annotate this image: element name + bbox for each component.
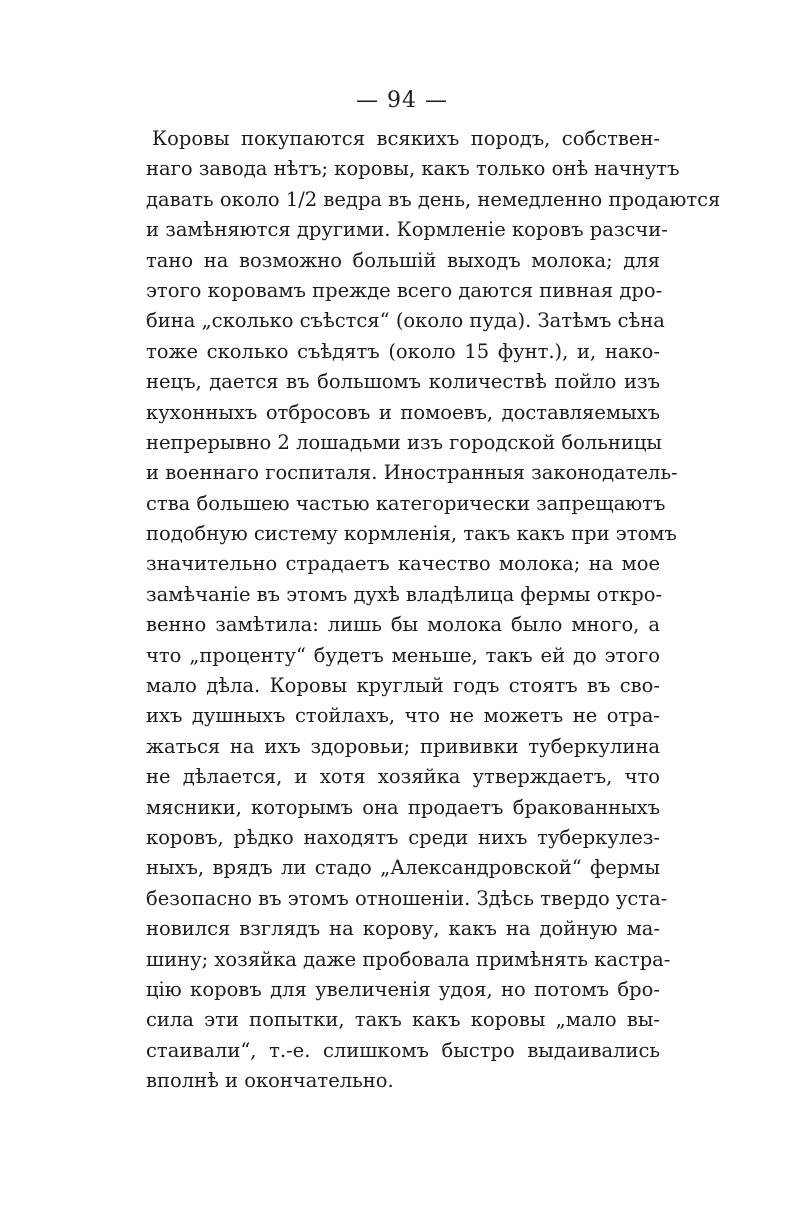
text-line: замѣчаніе въ этомъ духѣ владѣлица фермы откро- bbox=[146, 582, 663, 606]
text-line: и военнаго госпиталя. Иностранныя законодатель- bbox=[146, 461, 678, 485]
text-line: стаивали“, т.-е. слишкомъ быстро выдаивались bbox=[146, 1038, 660, 1062]
text-line: не дѣлается, и хотя хозяйка утверждаетъ, что bbox=[146, 765, 660, 789]
text-line: давать около 1/2 ведра въ день, немедленно продаются bbox=[146, 187, 721, 211]
text-line: что „проценту“ будетъ меньше, такъ ей до этого bbox=[146, 643, 660, 667]
text-line: вполнѣ и окончательно. bbox=[146, 1069, 394, 1093]
text-line: наго завода нѣтъ; коровы, какъ только онѣ начнутъ bbox=[146, 157, 680, 181]
text-line: и замѣняются другими. Кормленіе коровъ разсчи- bbox=[146, 218, 668, 242]
text-line: кухонныхъ отбросовъ и помоевъ, доставляемыхъ bbox=[146, 400, 660, 424]
text-line: безопасно въ этомъ отношеніи. Здѣсь твердо уста- bbox=[146, 886, 668, 910]
text-line: Коровы покупаются всякихъ породъ, собствен- bbox=[152, 127, 660, 150]
text-line: мясники, которымъ она продаетъ бракованныхъ bbox=[146, 795, 660, 819]
text-line: новился взглядъ на корову, какъ на дойную ма- bbox=[146, 917, 660, 941]
text-line: цію коровъ для увеличенія удоя, но потомъ бро- bbox=[146, 977, 660, 1001]
text-line: ныхъ, врядъ ли стадо „Александровской“ фермы bbox=[146, 856, 660, 880]
text-line: сила эти попытки, такъ какъ коровы „мало вы- bbox=[146, 1008, 660, 1032]
text-line: значительно страдаетъ качество молока; на мое bbox=[146, 552, 660, 576]
text-line: жаться на ихъ здоровьи; прививки туберкулина bbox=[146, 734, 660, 758]
text-line: подобную систему кормленія, такъ какъ при этомъ bbox=[146, 522, 677, 546]
text-line: этого коровамъ прежде всего даются пивная дро- bbox=[146, 278, 663, 302]
text-line: коровъ, рѣдко находятъ среди нихъ туберкулез- bbox=[146, 825, 660, 849]
text-line: ства большею частью категорически запрещаютъ bbox=[146, 491, 666, 515]
text-line: шину; хозяйка даже пробовала примѣнять кастра- bbox=[146, 947, 671, 971]
text-line: нецъ, дается въ большомъ количествѣ пойло изъ bbox=[146, 370, 660, 394]
text-line: бина „сколько съѣстся“ (около пуда). Затѣмъ сѣна bbox=[146, 309, 665, 333]
text-line: ихъ душныхъ стойлахъ, что не можетъ не отра- bbox=[146, 704, 660, 728]
text-line: непрерывно 2 лошадьми изъ городской больницы bbox=[146, 430, 662, 454]
text-line: венно замѣтила: лишь бы молока было много, а bbox=[146, 613, 660, 637]
page-number: — 94 — bbox=[356, 88, 448, 113]
text-line: мало дѣла. Коровы круглый годъ стоятъ въ сво- bbox=[146, 674, 660, 698]
text-line: тано на возможно большій выходъ молока; для bbox=[146, 248, 660, 272]
text-line: тоже сколько съѣдятъ (около 15 фунт.), и, нако- bbox=[146, 339, 660, 363]
body-text bbox=[146, 124, 721, 1097]
